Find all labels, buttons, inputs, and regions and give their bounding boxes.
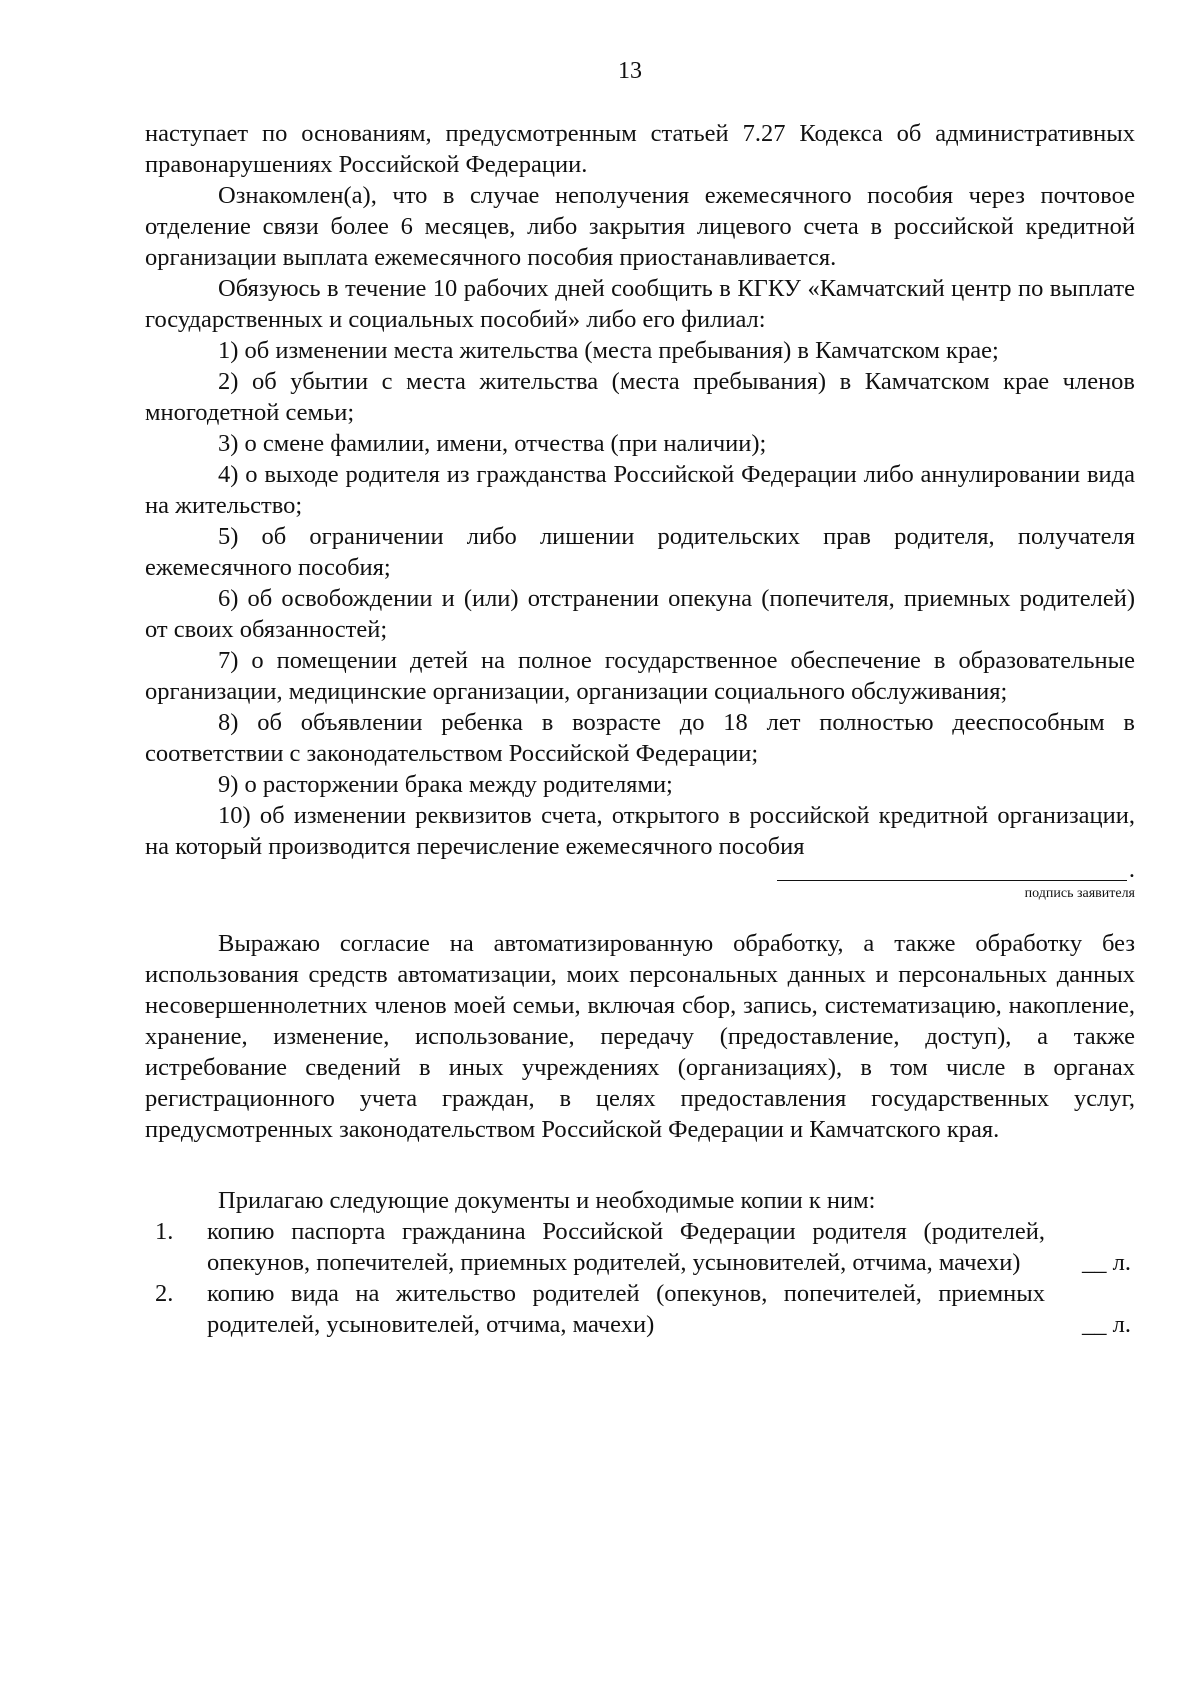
obligation-item-4: 4) о выходе родителя из гражданства Российской Федерации либо аннулировании вида на жительство; bbox=[145, 461, 1135, 519]
signature-line[interactable] bbox=[777, 880, 1127, 881]
paragraph-consent: Выражаю согласие на автоматизированную обработку, а также обработку без использования средств автоматизации, моих персональных данных и персональных данных несовершеннолетних членов моей семьи, включая сбор, запись, систематизацию, накопление, хранение, изменение, использование, передачу (предоставление, доступ), а также истребование сведений в иных учреждениях (организациях), в том числе в органах регистрационного учета граждан, в целях предоставления государственных услуг, предусмотренных законодательством Российской Федерации и Камчатского края. bbox=[145, 930, 1135, 1143]
attachment-number: 2. bbox=[155, 1280, 174, 1307]
attachment-text: копию паспорта гражданина Российской Федерации родителя (родителей, опекунов, попечителей, приемных родителей, усыновителей, отчима, мачехи) bbox=[207, 1218, 1045, 1276]
page-number: 13 bbox=[618, 58, 642, 84]
paragraph-continuation: наступает по основаниям, предусмотренным статьей 7.27 Кодекса об административных правонарушениях Российской Федерации. bbox=[145, 120, 1135, 178]
paragraph-notice: Ознакомлен(а), что в случае неполучения ежемесячного пособия через почтовое отделение связи более 6 месяцев, либо закрытия лицевого счета в российской кредитной организации выплата ежемесячного пособия приостанавливается. bbox=[145, 182, 1135, 271]
attachment-text: копию вида на жительство родителей (опекунов, попечителей, приемных родителей, усыновителей, отчима, мачехи) bbox=[207, 1280, 1045, 1338]
signature-block bbox=[145, 856, 1135, 916]
attachment-item bbox=[145, 1216, 1135, 1278]
signature-dot: . bbox=[1128, 856, 1135, 883]
obligation-item-9: 9) о расторжении брака между родителями; bbox=[218, 771, 673, 798]
attachment-sheets-field[interactable]: __ л. bbox=[1082, 1249, 1131, 1276]
obligation-item-5: 5) об ограничении либо лишении родительских прав родителя, получателя ежемесячного пособия; bbox=[145, 523, 1135, 581]
attachment-item bbox=[145, 1278, 1135, 1340]
obligation-item-2: 2) об убытии с места жительства (места пребывания) в Камчатском крае членов многодетной семьи; bbox=[145, 368, 1135, 426]
document-body bbox=[145, 118, 1135, 1340]
obligation-item-1: 1) об изменении места жительства (места пребывания) в Камчатском крае; bbox=[218, 337, 999, 364]
obligation-item-6: 6) об освобождении и (или) отстранении опекуна (попечителя, приемных родителей) от своих обязанностей; bbox=[145, 585, 1135, 643]
paragraph-obligation: Обязуюсь в течение 10 рабочих дней сообщить в КГКУ «Камчатский центр по выплате государственных и социальных пособий» либо его филиал: bbox=[145, 275, 1135, 333]
obligation-item-8: 8) об объявлении ребенка в возрасте до 18 лет полностью дееспособным в соответствии с законодательством Российской Федерации; bbox=[145, 709, 1135, 767]
attachments-intro: Прилагаю следующие документы и необходимые копии к ним: bbox=[218, 1187, 876, 1214]
attachment-number: 1. bbox=[155, 1218, 174, 1245]
obligation-item-3: 3) о смене фамилии, имени, отчества (при наличии); bbox=[218, 430, 767, 457]
attachment-sheets-field[interactable]: __ л. bbox=[1082, 1311, 1131, 1338]
obligation-item-10: 10) об изменении реквизитов счета, открытого в российской кредитной организации, на который производится перечисление ежемесячного пособия bbox=[145, 802, 1135, 860]
obligation-item-7: 7) о помещении детей на полное государственное обеспечение в образовательные организации, медицинские организации, организации социального обслуживания; bbox=[145, 647, 1135, 705]
signature-caption: подпись заявителя bbox=[1024, 886, 1135, 901]
attachments-list bbox=[145, 1216, 1135, 1340]
